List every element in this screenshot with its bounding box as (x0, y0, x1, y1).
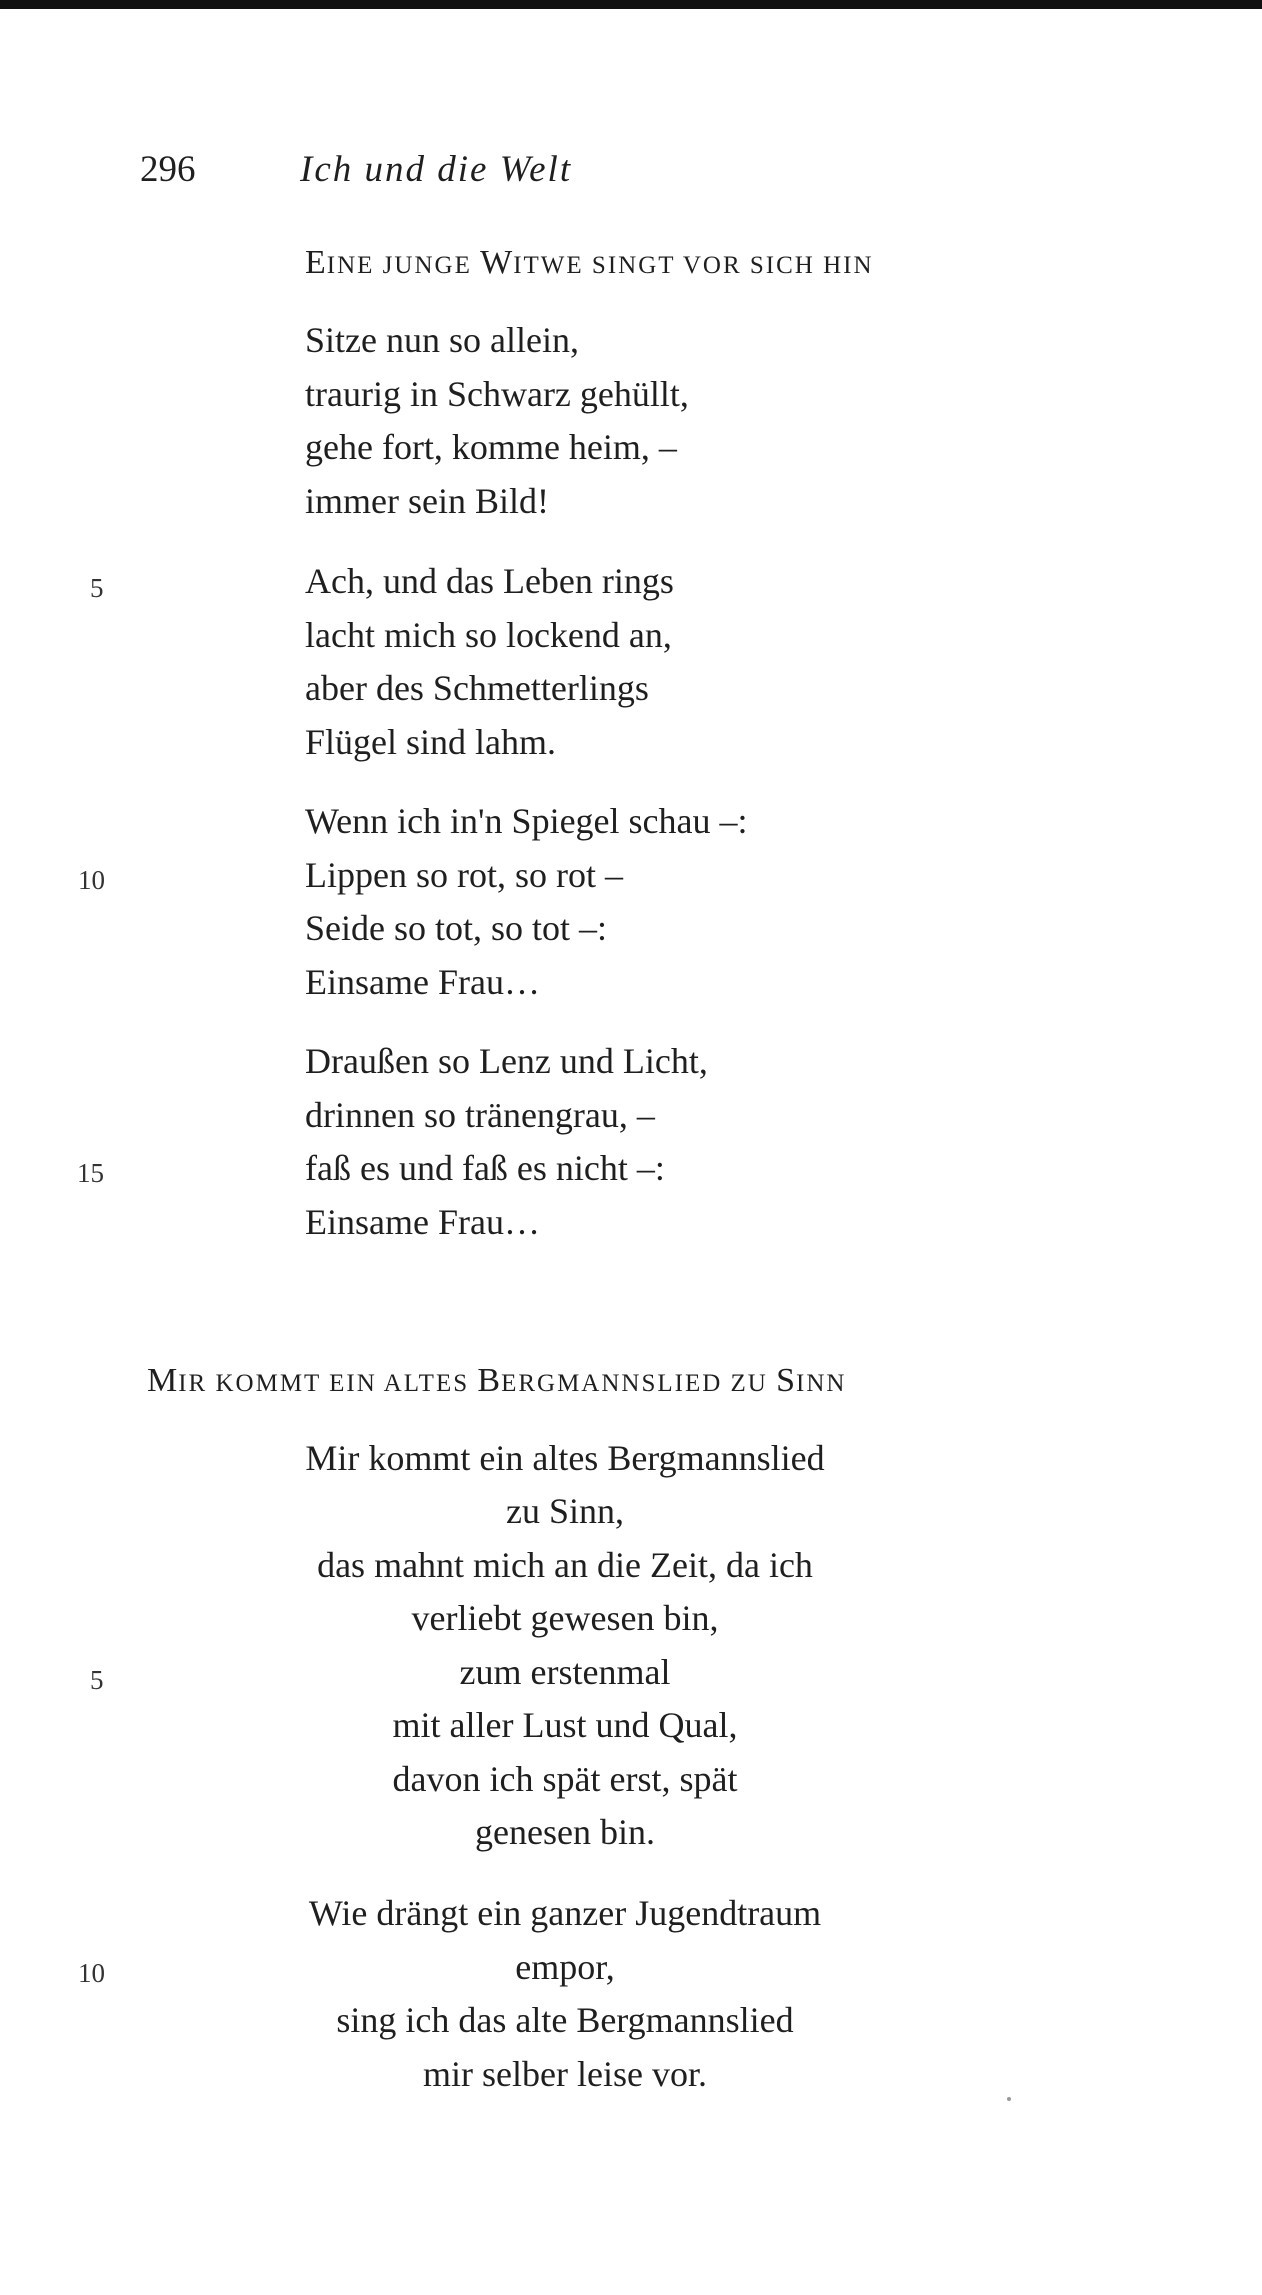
poem1-line: gehe fort, komme heim, – (305, 427, 677, 467)
poem2-line: mit aller Lust und Qual, (392, 1705, 738, 1745)
poem2-line: Mir kommt ein altes Bergmannslied (305, 1438, 825, 1478)
poem2-line: mir selber leise vor. (423, 2054, 707, 2094)
poem2-line: empor, (515, 1947, 615, 1987)
poem1-title-smallcaps-2: ITWE SINGT VOR SICH HIN (513, 252, 874, 279)
poem2-title-smallcaps-1: IR KOMMT EIN ALTES (178, 1370, 478, 1397)
poem1-title (305, 244, 874, 282)
poem2-title-smallcaps-2: ERGMANNSLIED ZU (501, 1370, 777, 1397)
poem2-line: zu Sinn, (505, 1491, 624, 1531)
poem1-line: Einsame Frau… (305, 962, 540, 1002)
poem2-title-initial-3: S (776, 1362, 797, 1399)
poem1-line: Seide so tot, so tot –: (305, 908, 608, 948)
poem2-line: das mahnt mich an die Zeit, da ich (317, 1545, 813, 1585)
poem1-line: Wenn ich in'n Spiegel schau –: (305, 801, 748, 841)
poem1-line: aber des Schmetterlings (305, 668, 649, 708)
poem2-line: genesen bin. (475, 1812, 655, 1852)
line-number: 5 (90, 573, 104, 603)
line-number: 10 (78, 865, 105, 895)
page-number: 296 (140, 149, 196, 190)
poem2-line: Wie drängt ein ganzer Jugendtraum (308, 1893, 822, 1933)
poem2-title-initial-1: M (147, 1362, 179, 1399)
line-number: 5 (90, 1665, 104, 1695)
poem1-line: immer sein Bild! (305, 481, 549, 521)
poem2-title (147, 1362, 846, 1400)
poem1-line: Flügel sind lahm. (305, 722, 556, 762)
running-title: Ich und die Welt (300, 149, 573, 190)
poem2-title-initial-2: B (477, 1362, 502, 1399)
poem1-line: Lippen so rot, so rot – (305, 855, 623, 895)
poem1-line: Ach, und das Leben rings (305, 561, 674, 601)
top-border-rule (0, 0, 1262, 9)
poem2-line: verliebt gewesen bin, (411, 1598, 719, 1638)
paper-speck (1007, 2097, 1011, 2101)
poem1-line: Sitze nun so allein, (305, 320, 579, 360)
poem1-line: lacht mich so lockend an, (305, 615, 672, 655)
poem2-title-smallcaps-3: INN (796, 1370, 847, 1397)
poem2-line: davon ich spät erst, spät (392, 1759, 738, 1799)
poem1-title-smallcaps-1: INE JUNGE (326, 252, 481, 279)
poem1-line: Draußen so Lenz und Licht, (305, 1041, 708, 1081)
poem1-line: faß es und faß es nicht –: (305, 1148, 665, 1188)
line-number: 15 (77, 1158, 104, 1188)
poem1-line: Einsame Frau… (305, 1202, 540, 1242)
poem1-title-initial-2: W (480, 244, 514, 281)
poem1-title-initial-1: E (305, 244, 327, 281)
line-number: 10 (78, 1958, 105, 1988)
poem2-line: sing ich das alte Bergmannslied (336, 2000, 794, 2040)
poem1-line: drinnen so tränengrau, – (305, 1095, 655, 1135)
poem1-line: traurig in Schwarz gehüllt, (305, 374, 689, 414)
poem2-line: zum erstenmal (459, 1652, 671, 1692)
